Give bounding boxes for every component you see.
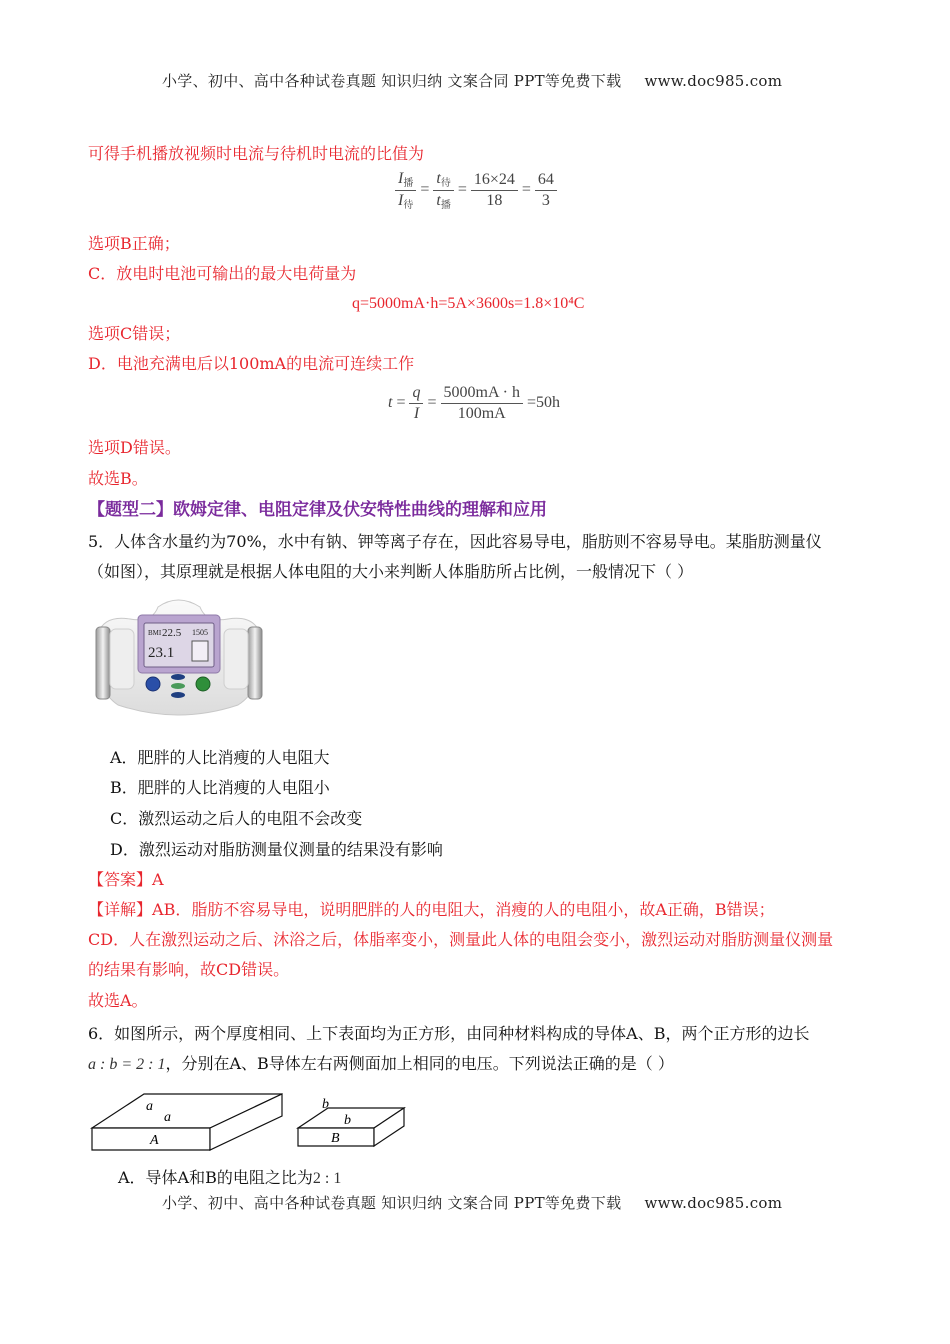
q5-line2: （如图），其原理就是根据人体电阻的大小来判断人体脂肪所占比例，一般情况下（ ）: [88, 562, 694, 581]
formula-time: t = $\frac{q}{I}$ = $\frac{5000mA \cdot h}{100mA}$ =50h: [388, 384, 560, 422]
q5-option-b: B．肥胖的人比消瘦的人电阻小: [110, 778, 330, 797]
q5-line1: 5．人体含水量约为70%，水中有钠、钾等离子存在，因此容易导电，脂肪则不容易导电。某脂肪测量仪: [88, 532, 822, 551]
q6-option-a-text: A．导体A和B的电阻之比为: [118, 1168, 313, 1187]
device-bmi-value: 22.5: [162, 627, 182, 639]
q6-line2: [88, 1053, 674, 1076]
device-main-value: 23.1: [148, 645, 175, 661]
q5-answer: [88, 869, 164, 891]
label-b-side: b: [344, 1113, 351, 1128]
header-text: 小学、初中、高中各种试卷真题 知识归纳 文案合同 PPT等免费下载: [162, 72, 622, 90]
q5-detail-line3: 的结果有影响，故CD错误。: [88, 960, 290, 979]
option-b-correct: 选项B正确；: [88, 234, 180, 253]
detail-label: 【详解】: [88, 900, 153, 919]
section-title: 【题型二】欧姆定律、电阻定律及伏安特性曲线的理解和应用: [88, 500, 547, 520]
detail-ab: AB．脂肪不容易导电，说明肥胖的人的电阻大，消瘦的人的电阻小，故A正确，B错误；: [152, 900, 775, 919]
device-side-value: 1505: [192, 628, 208, 637]
q5-option-c: C．激烈运动之后人的电阻不会改变: [110, 809, 363, 828]
formula-current-ratio: $\frac{I_播}{I_待}$ = $\frac{t_待}{t_播}$ = $\frac{16\times 24}{18}$ = $\frac{64}{3}$: [395, 170, 557, 211]
label-a-side: a: [164, 1110, 171, 1125]
q5-detail-line1: [88, 899, 775, 921]
q6-ratio: a : b = 2 : 1: [88, 1056, 166, 1073]
label-a-top: a: [146, 1099, 153, 1114]
q6-option-a-ratio: 2 : 1: [312, 1170, 342, 1187]
device-bmi-label: BMI: [148, 629, 162, 637]
q5-choice: 故选A。: [88, 991, 148, 1010]
solution-choice: 故选B。: [88, 469, 148, 488]
header-url: www.doc985.com: [644, 72, 783, 90]
q5-option-d: D．激烈运动对脂肪测量仪测量的结果没有影响: [110, 840, 443, 859]
answer-value: A: [152, 870, 164, 889]
option-c-wrong: 选项C错误；: [88, 324, 181, 343]
fat-meter-image: [88, 593, 270, 721]
footer-text: 小学、初中、高中各种试卷真题 知识归纳 文案合同 PPT等免费下载: [162, 1194, 622, 1212]
label-b-top: b: [322, 1097, 329, 1112]
q6-option-a: [118, 1167, 341, 1190]
option-d-text: D．电池充满电后以100mA的电流可连续工作: [88, 354, 415, 373]
q6-line1: 6．如图所示，两个厚度相同、上下表面均为正方形，由同种材料构成的导体A、B，两个正方形的边长: [88, 1024, 810, 1043]
q6-line2-text: ，分别在A、B导体左右两侧面加上相同的电压。下列说法正确的是（ ）: [165, 1054, 674, 1073]
conductor-figure: [88, 1088, 428, 1158]
solution-intro: 可得手机播放视频时电流与待机时电流的比值为: [88, 144, 425, 163]
page-header: [162, 70, 782, 91]
q5-detail-line2: CD．人在激烈运动之后、沐浴之后，体脂率变小，测量此人体的电阻会变小，激烈运动对脂肪测量仪测量: [88, 930, 834, 949]
formula-charge: q=5000mA·h=5A×3600s=1.8×10⁴C: [352, 295, 585, 312]
label-conductor-A: A: [150, 1133, 159, 1148]
option-c-text: C．放电时电池可输出的最大电荷量为: [88, 264, 357, 283]
q5-option-a: A．肥胖的人比消瘦的人电阻大: [110, 748, 330, 767]
answer-label: 【答案】: [88, 870, 153, 889]
page-footer: [162, 1192, 782, 1213]
label-conductor-B: B: [331, 1131, 340, 1146]
footer-url: www.doc985.com: [644, 1194, 783, 1212]
option-d-wrong: 选项D错误。: [88, 438, 181, 457]
